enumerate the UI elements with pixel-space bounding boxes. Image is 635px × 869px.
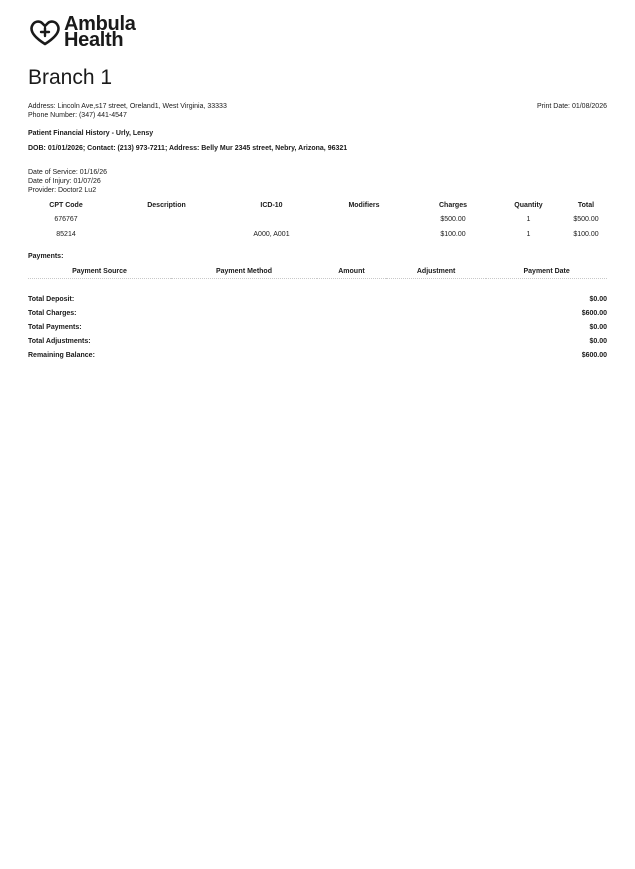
- cell-description: [104, 213, 229, 228]
- table-row: [28, 213, 607, 228]
- col-amount: Amount: [317, 266, 386, 279]
- date-of-service: Date of Service: 01/16/26: [28, 169, 107, 176]
- patient-details: DOB: 01/01/2026; Contact: (213) 973-7211; Address: Belly Mur 2345 street, Nebry, Arizona, 96321: [28, 145, 348, 152]
- total-row: [28, 351, 607, 365]
- total-row: [28, 323, 607, 337]
- cell-modifiers: [314, 228, 414, 243]
- total-value: $600.00: [581, 352, 607, 359]
- total-row: [28, 337, 607, 351]
- col-quantity: Quantity: [514, 202, 543, 209]
- total-label: Total Adjustments:: [28, 338, 91, 345]
- col-modifiers: Modifiers: [348, 202, 380, 209]
- branch-title: Branch 1: [28, 66, 113, 89]
- cell-icd10: A000, A001: [253, 231, 290, 238]
- provider: Provider: Doctor2 Lu2: [28, 187, 97, 194]
- col-payment-method: Payment Method: [171, 266, 317, 279]
- total-value: $600.00: [581, 310, 607, 317]
- cell-icd10: [229, 213, 314, 228]
- branch-contact: [28, 102, 227, 120]
- logo-line2: Health: [64, 29, 124, 51]
- logo: [28, 13, 136, 51]
- totals-section: [28, 295, 607, 365]
- cell-quantity: 1: [526, 216, 531, 223]
- payments-table: [28, 266, 607, 279]
- col-total: Total: [577, 202, 595, 209]
- print-date: Print Date: 01/08/2026: [536, 103, 607, 110]
- total-label: Total Deposit:: [28, 296, 75, 303]
- cell-cpt-code: 676767: [54, 216, 78, 223]
- charges-header-row: [28, 200, 607, 213]
- table-row: [28, 228, 607, 243]
- total-value: $0.00: [589, 296, 607, 303]
- cell-total: $100.00: [573, 231, 599, 238]
- col-icd10: ICD-10: [260, 202, 283, 209]
- charges-table: [28, 200, 607, 243]
- patient-title: Patient Financial History - Urly, Lensy: [28, 130, 154, 137]
- total-label: Remaining Balance:: [28, 352, 95, 359]
- col-adjustment: Adjustment: [386, 266, 486, 279]
- col-description: Description: [147, 202, 186, 209]
- cell-charges: $100.00: [440, 231, 466, 238]
- col-charges: Charges: [438, 202, 467, 209]
- total-label: Total Charges:: [28, 310, 77, 317]
- logo-text: [64, 13, 136, 51]
- payments-label: Payments:: [28, 253, 64, 260]
- total-value: $0.00: [589, 324, 607, 331]
- col-payment-date: Payment Date: [486, 266, 607, 279]
- col-cpt-code: CPT Code: [49, 202, 83, 209]
- cell-quantity: 1: [526, 231, 531, 238]
- col-payment-source: Payment Source: [28, 266, 171, 279]
- cell-total: $500.00: [573, 216, 599, 223]
- total-label: Total Payments:: [28, 324, 82, 331]
- total-row: [28, 309, 607, 323]
- heart-medical-cross-icon: [28, 17, 62, 47]
- cell-cpt-code: 85214: [56, 231, 76, 238]
- total-value: $0.00: [589, 338, 607, 345]
- cell-modifiers: [314, 213, 414, 228]
- branch-phone: Phone Number: (347) 441-4547: [28, 112, 127, 119]
- date-of-injury: Date of Injury: 01/07/26: [28, 178, 101, 185]
- total-row: [28, 295, 607, 309]
- cell-charges: $500.00: [440, 216, 466, 223]
- cell-description: [104, 228, 229, 243]
- logo-line1: Ambula: [64, 13, 136, 35]
- payments-header-row: [28, 266, 607, 279]
- branch-address: Address: Lincoln Ave,s17 street, Oreland1, West Virginia, 33333: [28, 103, 227, 110]
- service-info: [28, 168, 107, 195]
